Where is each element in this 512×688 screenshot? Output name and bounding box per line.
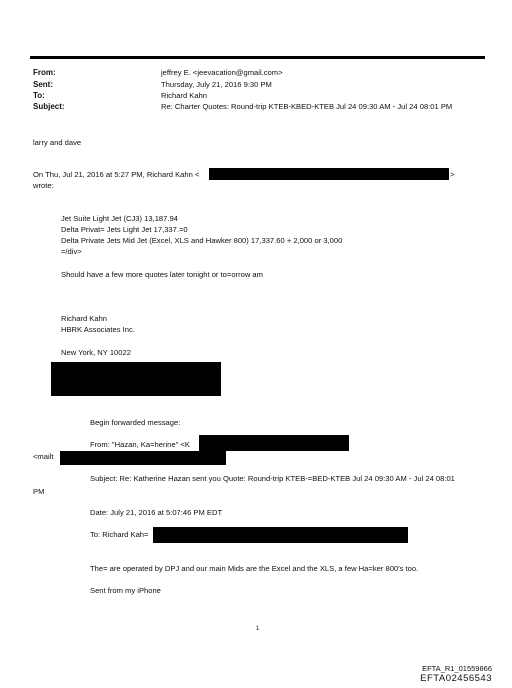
forward-mailto: <mailt <box>33 452 54 461</box>
bates-stamp-2: EFTA02456543 <box>420 673 492 684</box>
signature-company: HBRK Associates Inc. <box>61 325 135 334</box>
redaction-block <box>60 451 226 465</box>
quote-line-4: =/div> <box>61 247 82 256</box>
forward-date: Date: July 21, 2016 at 5:07:46 PM EDT <box>90 508 223 517</box>
forward-subject-wrap: PM <box>33 487 45 496</box>
from-value: jeffrey E. <jeevacation@gmail.com> <box>161 68 283 77</box>
subject-label: Subject: <box>33 102 65 111</box>
forward-sent-from: Sent from my iPhone <box>90 586 161 595</box>
redaction-block <box>199 435 349 451</box>
forward-begin: Begin forwarded message: <box>90 418 181 427</box>
from-label: From: <box>33 68 56 77</box>
forward-subject: Subject: Re: Katherine Hazan sent you Quote: Round-trip KTEB-=BED-KTEB Jul 24 09:30 AM - Jul 24 08:01 <box>90 474 455 483</box>
forward-to: To: Richard Kah= <box>90 530 149 539</box>
forward-from: From: "Hazan, Ka=herine" <K <box>90 440 190 449</box>
quote-line-1: Jet Suite Light Jet (CJ3) 13,187.94 <box>61 214 178 223</box>
bates-stamp-1: EFTA_R1_01559866 <box>422 664 492 673</box>
redaction-block <box>153 527 408 543</box>
greeting: larry and dave <box>33 138 82 147</box>
page-number: 1 <box>256 626 260 632</box>
signature-name: Richard Kahn <box>61 314 108 323</box>
header-divider <box>30 56 485 59</box>
quote-intro-end: > <box>450 170 455 179</box>
signature-city: New York, NY 10022 <box>61 348 131 357</box>
subject-value: Re: Charter Quotes: Round-trip KTEB-KBED-KTEB Jul 24 09:30 AM - Jul 24 08:01 PM <box>161 102 453 111</box>
forward-body: The= are operated by DPJ and our main Mids are the Excel and the XLS, a few Ha=ker 800's too. <box>90 564 419 573</box>
quote-line-3: Delta Private Jets Mid Jet (Excel, XLS and Hawker 800) 17,337.60 + 2,000 or 3,000 <box>61 236 343 245</box>
quote-line-2: Delta Privat= Jets Light Jet 17,337.=0 <box>61 225 188 234</box>
sent-value: Thursday, July 21, 2016 9:30 PM <box>161 80 272 89</box>
sent-label: Sent: <box>33 80 53 89</box>
quote-intro-line2: wrote: <box>33 181 54 190</box>
quote-intro-line1: On Thu, Jul 21, 2016 at 5:27 PM, Richard Kahn < <box>33 170 200 179</box>
to-value: Richard Kahn <box>161 91 208 100</box>
redaction-block <box>51 362 221 396</box>
quote-line-5: Should have a few more quotes later tonight or to=orrow am <box>61 270 263 279</box>
redaction-block <box>209 168 449 180</box>
to-label: To: <box>33 91 45 100</box>
